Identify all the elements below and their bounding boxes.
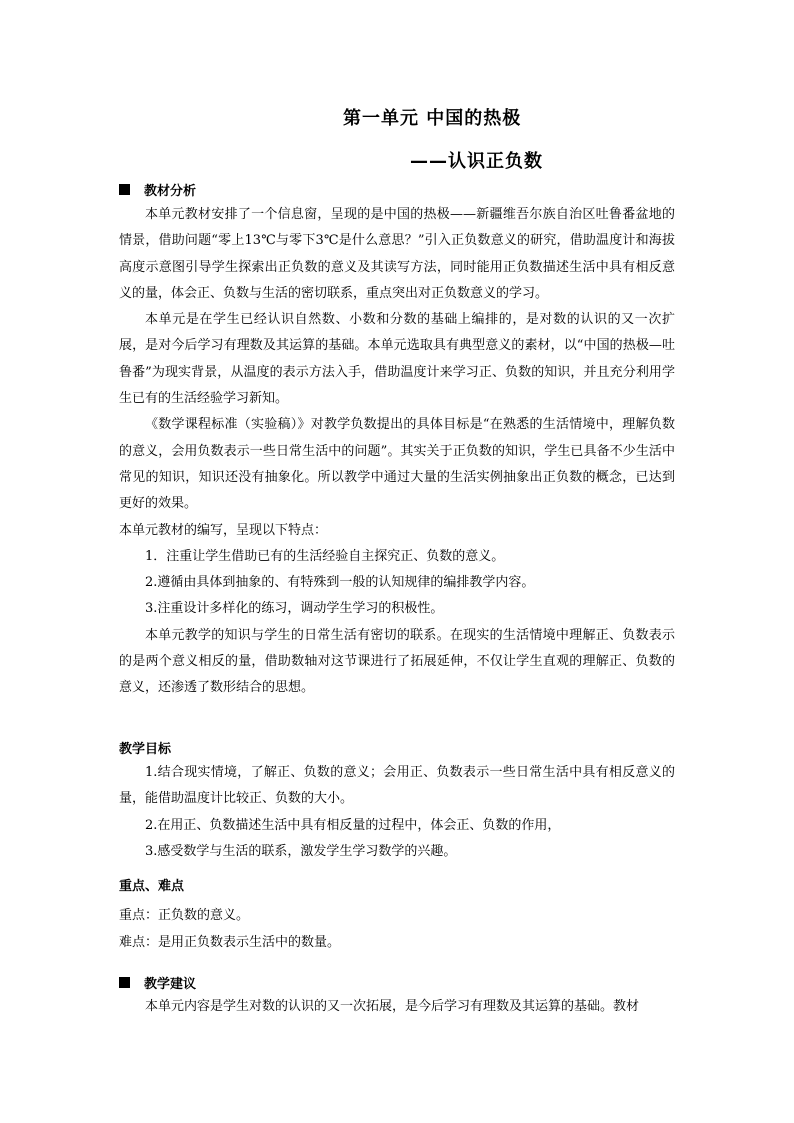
page-title: 第一单元 中国的热极: [343, 108, 522, 129]
square-bullet-icon: [119, 977, 130, 988]
list-item: 3.注重设计多样化的练习，调动学生学习的积极性。: [145, 601, 444, 617]
key-point-text: 重点：正负数的意义。: [119, 908, 250, 923]
paragraph-3: 《数学课程标准（实验稿）》对教学负数提出的具体目标是“在熟悉的生活情境中，理解负数的意义，会用负数表示一些日常生活中的问题”。其实关于正负数的知识，学生已具备不少生活中常见的知识，知识还没有抽象化。所以教学中通过大量的生活实例抽象出正负数的概念，已达到更好的效果。: [119, 417, 675, 512]
difficult-point-text: 难点：是用正负数表示生活中的数量。: [119, 935, 341, 950]
paragraph-1: 本单元教材安排了一个信息窗，呈现的是中国的热极——新疆维吾尔族自治区吐鲁番盆地的情景，借助问题“零上13℃与零下3℃是什么意思？”引入正负数意义的研究，借助温度计和海拔高度示意图引导学生探索出正负数的意义及其读写方法，同时能用正负数描述生活中具有相反意义的量，体会正、负数与生活的密切联系，重点突出对正负数意义的学习。: [119, 207, 675, 301]
paragraph-5: 本单元教学的知识与学生的日常生活有密切的联系。在现实的生活情境中理解正、负数表示的是两个意义相反的量，借助数轴对这节课进行了拓展延伸，不仅让学生直观的理解正、负数的意义，还渗透了数形结合的思想。: [119, 627, 675, 696]
list-item: 1．注重让学生借助已有的生活经验自主探究正、负数的意义。: [145, 548, 505, 564]
square-bullet-icon: [119, 184, 130, 195]
section-textbook-analysis-body: [119, 202, 675, 702]
goal-item: 1.结合现实情境，了解正、负数的意义；会用正、负数表示一些日常生活中具有相反意义的量，能借助温度计比较正、负数的大小。: [119, 765, 675, 807]
section-heading-textbook-analysis: [119, 180, 196, 199]
page-subtitle: ——认识正负数: [410, 151, 543, 172]
goal-item: 3.感受数学与生活的联系，激发学生学习数学的兴趣。: [145, 843, 457, 859]
section-heading-label: 教材分析: [144, 184, 197, 199]
goal-item: 2.在用正、负数描述生活中具有相反量的过程中，体会正、负数的作用，: [145, 817, 561, 833]
section-heading-teaching-suggestions: [119, 973, 196, 992]
goals-body: [119, 760, 675, 865]
goals-heading: 教学目标: [119, 742, 172, 757]
paragraph-2: 本单元是在学生已经认识自然数、小数和分数的基础上编排的，是对数的认识的又一次扩展，是对今后学习有理数及其运算的基础。本单元选取具有典型意义的素材，以“中国的热极—吐鲁番”为现实背景，从温度的表示方法入手，借助温度计来学习正、负数的知识，并且充分利用学生已有的生活经验学习新知。: [119, 312, 675, 407]
section-teaching-suggestions-body: [119, 994, 675, 1020]
list-item: 2.遵循由具体到抽象的、有特殊到一般的认知规律的编排教学内容。: [145, 575, 535, 591]
section-heading-label: 教学建议: [144, 977, 197, 992]
paragraph-4: 本单元教材的编写，呈现以下特点：: [119, 522, 328, 538]
keypoints-heading: 重点、难点: [119, 879, 185, 894]
paragraph-6: 本单元内容是学生对数的认识的又一次拓展，是今后学习有理数及其运算的基础。教材: [145, 999, 640, 1014]
